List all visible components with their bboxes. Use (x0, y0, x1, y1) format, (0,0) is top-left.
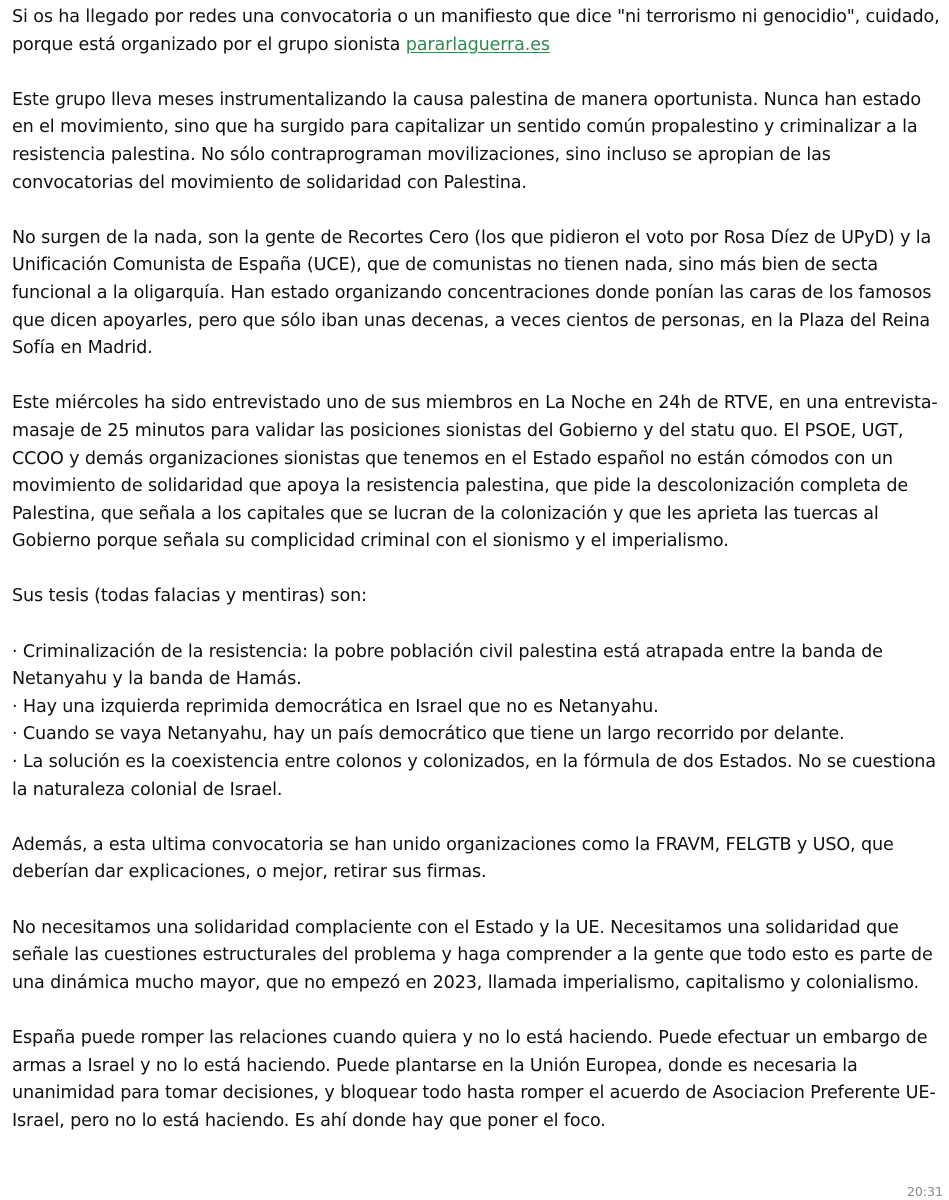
list-item: · Cuando se vaya Netanyahu, hay un país democrático que tiene un largo recorrido por delante. (12, 724, 845, 745)
paragraph-3: No surgen de la nada, son la gente de Recortes Cero (los que pidieron el voto por Rosa Díez de UPyD) y la Unificación Comunista de España (UCE), que de comunistas no tienen nada, sino más bien de secta funcional a la oligarquía. Han estado organizando concentraciones donde ponían las caras de los famosos que dicen apoyarles, pero que sólo iban unas decenas, a veces cientos de personas, en la Plaza del Reina Sofía en Madrid. (12, 227, 932, 359)
paragraph-8: España puede romper las relaciones cuando quiera y no lo está haciendo. Puede efectuar un embargo de armas a Israel y no lo está haciendo. Puede plantarse en la Unión Europea, donde es necesaria la unanimidad para tomar decisiones, y bloquear todo hasta romper el acuerdo de Asociacion Preferente UE-Israel, pero no lo está haciendo. Es ahí donde hay que poner el foco. (12, 1027, 936, 1131)
list-item: · Criminalización de la resistencia: la pobre población civil palestina está atrapada entre la banda de Netanyahu y la banda de Hamás. (12, 641, 883, 690)
message-timestamp: 20:31 (906, 1184, 943, 1199)
list-item: · Hay una izquierda reprimida democrática en Israel que no es Netanyahu. (12, 696, 659, 717)
paragraph-5: Sus tesis (todas falacias y mentiras) son: (12, 586, 367, 607)
paragraph-intro (12, 4, 944, 59)
thesis-list (12, 639, 944, 805)
paragraph-6: Además, a esta ultima convocatoria se han unido organizaciones como la FRAVM, FELGTB y USO, que deberían dar explicaciones, o mejor, retirar sus firmas. (12, 834, 894, 883)
paragraph-2: Este grupo lleva meses instrumentalizando la causa palestina de manera oportunista. Nunca han estado en el movimiento, sino que ha surgido para capitalizar un sentido común propalestino y criminalizar a la resistencia palestina. No sólo contraprograman movilizaciones, sino incluso se apropian de las convocatorias del movimiento de solidaridad con Palestina. (12, 89, 921, 193)
paragraph-4: Este miércoles ha sido entrevistado uno de sus miembros en La Noche en 24h de RTVE, en una entrevista-masaje de 25 minutos para validar las posiciones sionistas del Gobierno y del statu quo. El PSOE, UGT, CCOO y demás organizaciones sionistas que tenemos en el Estado español no están cómodos con un movimiento de solidaridad que apoya la resistencia palestina, que pide la descolonización completa de Palestina, que señala a los capitales que se lucran de la colonización y que les aprieta las tuercas al Gobierno porque señala su complicidad criminal con el sionismo y el imperialismo. (12, 393, 938, 552)
message-text (12, 4, 944, 1135)
list-item: · La solución es la coexistencia entre colonos y colonizados, en la fórmula de dos Estados. No se cuestiona la naturaleza colonial de Israel. (12, 752, 936, 800)
paragraph-7: No necesitamos una solidaridad complaciente con el Estado y la UE. Necesitamos una solidaridad que señale las cuestiones estructurales del problema y haga comprender a la gente que todo esto es parte de una dinámica mucho mayor, que no empezó en 2023, llamada imperialismo, capitalismo y colonialismo. (12, 917, 933, 993)
paragraph-intro-text: Si os ha llegado por redes una convocatoria o un manifiesto que dice "ni terrorismo ni genocidio", cuidado, porque está organizado por el grupo sionista (12, 7, 940, 55)
pararlaguerra-link[interactable]: pararlaguerra.es (405, 34, 550, 55)
